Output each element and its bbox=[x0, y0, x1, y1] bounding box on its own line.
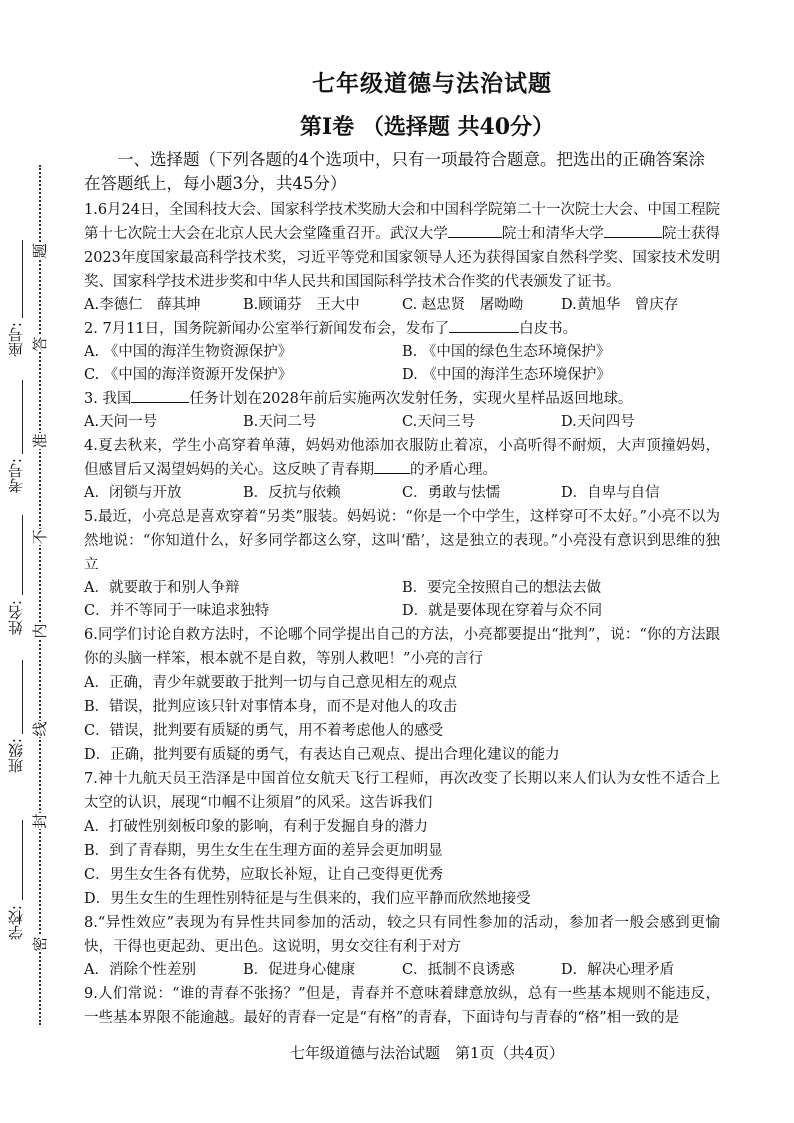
seal-char: 准 bbox=[31, 433, 49, 449]
question-stem bbox=[84, 623, 720, 671]
seal-char: 线 bbox=[31, 721, 49, 737]
question-stem bbox=[84, 434, 720, 482]
options-row bbox=[84, 577, 720, 600]
exam-number-field-line[interactable] bbox=[22, 380, 23, 454]
answer-blank bbox=[374, 459, 410, 474]
option: C. 《中国的海洋资源开发保护》 bbox=[84, 367, 293, 383]
option: B．反抗与依赖 bbox=[243, 485, 341, 501]
question-stem bbox=[84, 505, 720, 577]
question-text: 6.同学们讨论自救方法时，不论哪个同学提出自己的方法，小亮都要提出“批判”，说：“你的方法跟你的头脑一样笨，根本就不是自救，等别人救吧！”小亮的言行 bbox=[84, 627, 720, 667]
option: C. 赵忠贤 屠呦呦 bbox=[402, 297, 524, 313]
option: B．促进身心健康 bbox=[243, 962, 356, 978]
question-stem bbox=[84, 982, 720, 1030]
seal-char: 题 bbox=[31, 243, 49, 259]
question-text: 院士获得2023年度国家最高科学技术奖，习近平等党和国家领导人还为获得国家自然科学奖、国家技术发明奖、国家科学技术进步奖和中华人民共和国国际科学技术合作奖的代表颁发了证书。 bbox=[84, 226, 721, 290]
answer-blank bbox=[604, 223, 662, 238]
options-row bbox=[84, 341, 720, 364]
exam-page bbox=[84, 66, 720, 1030]
question-text: 8.“异性效应”表现为有异性共同参加的活动，较之只有同性参加的活动，参加者一般会感到更愉快，干得也更起劲、更出色。这说明，男女交往有利于对方 bbox=[84, 915, 720, 955]
seat-number-label: 座号: bbox=[7, 322, 25, 358]
seal-dotted-line bbox=[39, 165, 41, 1025]
class-label: 班级: bbox=[7, 738, 25, 774]
question-text: 2. 7月11日，国务院新闻办公室举行新闻发布会，发布了 bbox=[84, 321, 450, 337]
option: D．就是要体现在穿着与众不同 bbox=[402, 603, 603, 619]
answer-blank bbox=[131, 388, 189, 403]
question-text: 院士和清华大学 bbox=[501, 226, 604, 242]
question-text: 7.神十九航天员王浩泽是中国首位女航天飞行工程师，再次改变了长期以来人们认为女性不适合上太空的认识，展现“巾帼不让须眉”的风采。这告诉我们 bbox=[84, 771, 720, 811]
question-text: 任务计划在2028年前后实施两次发射任务，实现火星样品返回地球。 bbox=[189, 391, 633, 407]
option: B.顾诵芬 王大中 bbox=[243, 297, 360, 313]
seal-char: 答 bbox=[31, 336, 49, 352]
exam-number-label: 考号: bbox=[7, 458, 25, 494]
question-text: 的矛盾心理。 bbox=[410, 462, 497, 478]
question-text: 5.最近，小亮总是喜欢穿着“另类”服装。妈妈说：“你是一个中学生，这样穿可不太好。”小亮不以为然地说：“你知道什么，好多同学都这么穿，这叫‘酷’，这是独立的表现。”小亮没有意识到思维的独立 bbox=[84, 509, 720, 573]
option: B．错误，批判应该只针对事情本身，而不是对他人的攻击 bbox=[84, 699, 458, 715]
option: A.李德仁 薛其坤 bbox=[84, 297, 201, 313]
section-heading: 第Ⅰ卷 （选择题 共40分） bbox=[299, 114, 555, 140]
options-row bbox=[84, 294, 720, 317]
answer-blank bbox=[448, 223, 502, 238]
option: C．抵制不良诱惑 bbox=[402, 962, 515, 978]
name-label: 姓名: bbox=[7, 600, 25, 636]
seal-char: 不 bbox=[31, 529, 49, 545]
class-field-line[interactable] bbox=[22, 660, 23, 734]
page-footer: 七年级道德与法治试题 第1页（共4页） bbox=[289, 1044, 565, 1062]
seat-number-field-line[interactable] bbox=[22, 240, 23, 318]
answer-blank bbox=[449, 318, 519, 333]
option: C．并不等同于一味追求独特 bbox=[84, 603, 270, 619]
option: D．正确，批判要有质疑的勇气，有表达自己观点、提出合理化建议的能力 bbox=[84, 747, 560, 763]
options-row bbox=[84, 959, 720, 982]
options-row bbox=[84, 600, 720, 623]
question-text: 3. 我国 bbox=[84, 391, 132, 407]
option: A. 《中国的海洋生物资源保护》 bbox=[84, 344, 293, 360]
question-text: 白皮书。 bbox=[519, 321, 578, 337]
exam-title: 七年级道德与法治试题 bbox=[312, 70, 552, 97]
options-row bbox=[84, 364, 720, 387]
option: C．男生女生各有优势，应取长补短，让自己变得更优秀 bbox=[84, 867, 444, 883]
option: C.天问三号 bbox=[402, 414, 476, 430]
option: D. 《中国的海洋生态环境保护》 bbox=[402, 367, 611, 383]
option: D.天问四号 bbox=[561, 414, 635, 430]
question-stem bbox=[84, 767, 720, 815]
option: B. 《中国的绿色生态环境保护》 bbox=[402, 344, 611, 360]
option: D．自卑与自信 bbox=[561, 485, 660, 501]
option: A．就要敢于和别人争辩 bbox=[84, 580, 240, 596]
instructions: 一、选择题（下列各题的4个选项中，只有一项最符合题意。把选出的正确答案涂在答题纸上，每小题3分，共45分） bbox=[84, 150, 705, 193]
school-label: 学校: bbox=[7, 905, 25, 941]
question-stem bbox=[84, 317, 720, 341]
binding-margin bbox=[0, 0, 70, 1123]
option: C．勇敢与怯懦 bbox=[402, 485, 501, 501]
options-row bbox=[84, 411, 720, 434]
option: D．解决心理矛盾 bbox=[561, 962, 675, 978]
option: C．错误，批判要有质疑的勇气，用不着考虑他人的感受 bbox=[84, 723, 444, 739]
school-field-line[interactable] bbox=[22, 820, 23, 900]
option: B．要完全按照自己的想法去做 bbox=[402, 580, 602, 596]
option: A.天问一号 bbox=[84, 414, 158, 430]
option: D.黄旭华 曾庆存 bbox=[561, 297, 679, 313]
option: A．打破性别刻板印象的影响，有利于发掘自身的潜力 bbox=[84, 819, 428, 835]
option: D．男生女生的生理性别特征是与生俱来的，我们应平静而欣然地接受 bbox=[84, 891, 531, 907]
question-stem bbox=[84, 198, 720, 294]
option: B．到了青春期，男生女生在生理方面的差异会更加明显 bbox=[84, 843, 443, 859]
question-text: 9.人们常说：“谁的青春不张扬？”但是，青春并不意味着肆意放纵，总有一些基本规则不能违反，一些基本界限不能逾越。最好的青春一定是“有格”的青春，下面诗句与青春的“格”相一致的是 bbox=[84, 986, 720, 1026]
question-list bbox=[84, 198, 720, 1030]
seal-char: 封 bbox=[31, 813, 49, 829]
options-row bbox=[84, 482, 720, 505]
question-stem bbox=[84, 911, 720, 959]
question-text: 1.6月24日，全国科技大会、国家科学技术奖励大会和中国科学院第二十一次院士大会、中国工程院第十七次院士大会在北京人民大会堂隆重召开。武汉大学 bbox=[84, 202, 721, 242]
option: A．消除个性差别 bbox=[84, 962, 196, 978]
option: A．闭锁与开放 bbox=[84, 485, 182, 501]
question-text: 4.夏去秋来，学生小高穿着单薄，妈妈劝他添加衣服防止着凉，小高听得不耐烦，大声顶撞妈妈，但感冒后又渴望妈妈的关心。这反映了青春期 bbox=[84, 438, 720, 478]
seal-char: 密 bbox=[31, 936, 49, 952]
option: A．正确，青少年就要敢于批判一切与自己意见相左的观点 bbox=[84, 675, 457, 691]
option: B.天问二号 bbox=[243, 414, 317, 430]
question-stem bbox=[84, 387, 720, 411]
seal-char: 内 bbox=[31, 623, 49, 639]
name-field-line[interactable] bbox=[22, 515, 23, 595]
